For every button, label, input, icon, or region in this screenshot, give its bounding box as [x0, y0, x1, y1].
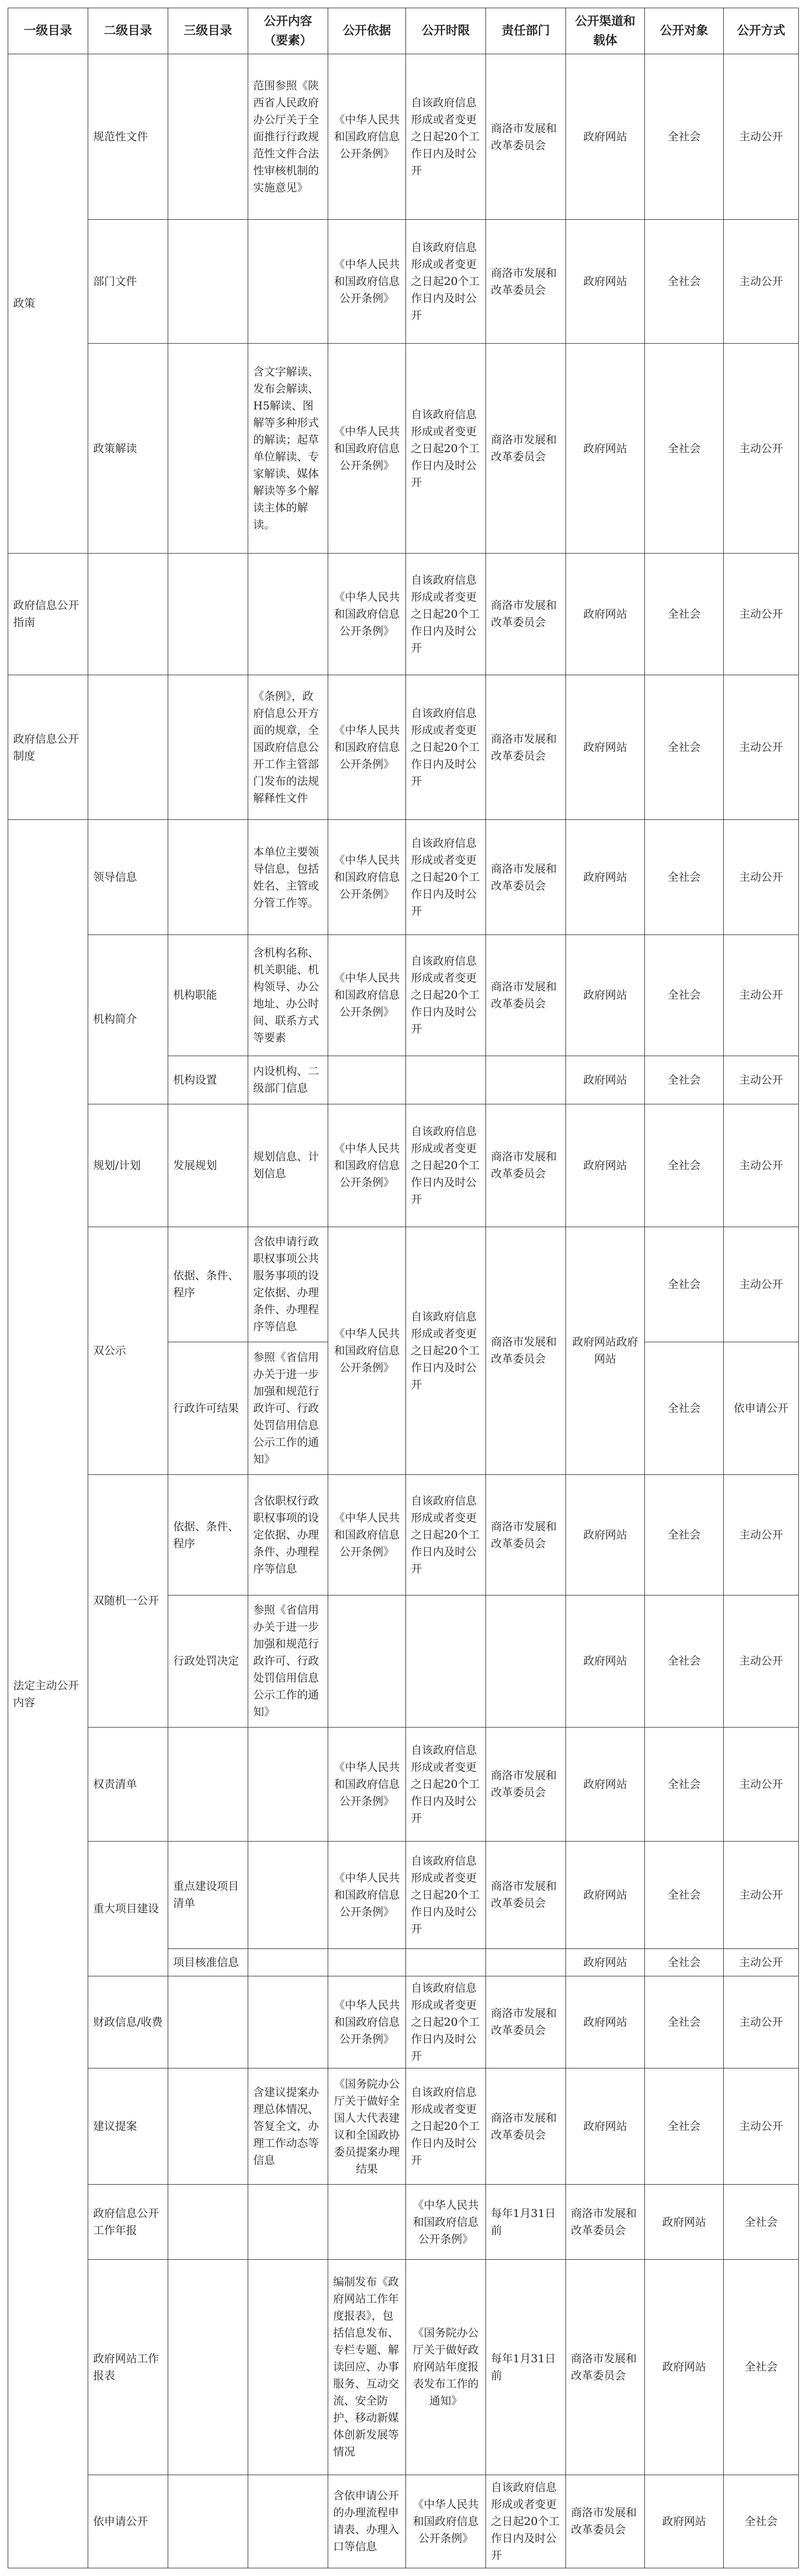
time-limit-cell: 自该政府信息形成或者变更之日起20个工作日内及时公开 — [406, 1475, 486, 1595]
channel-cell: 政府网站 — [566, 553, 645, 675]
table-row — [8, 2185, 799, 2260]
level2-cell: 政策解读 — [88, 344, 168, 553]
audience-cell: 全社会 — [645, 1342, 724, 1474]
level3-cell — [168, 820, 248, 935]
level3-cell: 机构设置 — [168, 1056, 248, 1104]
level3-cell: 依据、条件、程序 — [168, 1227, 248, 1342]
time-limit-cell: 自该政府信息形成或者变更之日起20个工作日内及时公开 — [406, 1104, 486, 1227]
time-limit-cell: 每年1月31日前 — [486, 2185, 566, 2260]
basis-cell: 《中华人民共和国政府信息公开条例》 — [328, 220, 406, 344]
audience-cell: 全社会 — [645, 1104, 724, 1227]
time-limit-cell: 自该政府信息形成或者变更之日起20个工作日内及时公开 — [406, 935, 486, 1056]
level1-cell: 政策 — [8, 54, 88, 554]
content-cell: 含依职权行政职权事项的设定依据、办理条件、办理程序等信息 — [248, 1475, 328, 1595]
method-cell: 主动公开 — [724, 675, 799, 819]
dept-cell: 商洛市发展和改革委员会 — [486, 220, 566, 344]
level3-cell — [168, 675, 248, 819]
basis-cell: 《国务院办公厅关于做好全国人大代表建议和全国政协委员提案办理结果 — [328, 2068, 406, 2185]
level3-cell: 行政许可结果 — [168, 1342, 248, 1474]
level1-cell: 政府信息公开制度 — [8, 675, 88, 819]
channel-cell: 政府网站 — [566, 1104, 645, 1227]
dept-cell: 商洛市发展和改革委员会 — [566, 2475, 645, 2568]
time-limit-cell: 自该政府信息形成或者变更之日起20个工作日内及时公开 — [406, 54, 486, 220]
level3-cell: 发展规划 — [168, 1104, 248, 1227]
level3-cell — [248, 2185, 328, 2260]
time-limit-cell: 自该政府信息形成或者变更之日起20个工作日内及时公开 — [406, 1727, 486, 1841]
time-limit-cell: 自该政府信息形成或者变更之日起20个工作日内及时公开 — [406, 1227, 486, 1474]
basis-cell: 《中华人民共和国政府信息公开条例》 — [328, 675, 406, 819]
audience-cell: 全社会 — [645, 1948, 724, 1976]
level2-cell: 规划/计划 — [88, 1104, 168, 1227]
content-cell — [248, 1948, 328, 1976]
level2-cell — [88, 675, 168, 819]
channel-cell: 政府网站 — [566, 344, 645, 553]
dept-cell — [486, 1948, 566, 1976]
dept-cell: 商洛市发展和改革委员会 — [486, 1841, 566, 1948]
level2-cell: 财政信息/收费 — [88, 1976, 168, 2068]
time-limit-cell — [406, 1595, 486, 1727]
channel-cell: 政府网站 — [566, 54, 645, 220]
content-cell — [248, 220, 328, 344]
method-cell: 主动公开 — [724, 1227, 799, 1342]
channel-cell: 政府网站 — [645, 2260, 724, 2475]
channel-cell: 政府网站 — [566, 935, 645, 1056]
channel-cell: 政府网站 — [566, 1841, 645, 1948]
time-limit-cell: 自该政府信息形成或者变更之日起20个工作日内及时公开 — [406, 2068, 486, 2185]
content-cell: 含文字解读、发布会解读、H5解读、图解等多种形式的解读；起草单位解读、专家解读、媒体解读等多个解读主体的解读。 — [248, 344, 328, 553]
audience-cell: 全社会 — [645, 220, 724, 344]
basis-cell: 《中华人民共和国政府信息公开条例》 — [328, 1727, 406, 1841]
col-header-level3: 三级目录 — [168, 8, 248, 54]
basis-cell: 《中华人民共和国政府信息公开条例》 — [328, 553, 406, 675]
col-header-channel: 公开渠道和载体 — [566, 8, 645, 54]
col-header-method: 公开方式 — [724, 8, 799, 54]
level3-cell — [168, 553, 248, 675]
content-cell: 《条例》，政府信息公开方面的规章，全国政府信息公开工作主管部门发布的法规解释性文件 — [248, 675, 328, 819]
channel-cell: 政府网站 — [566, 1948, 645, 1976]
basis-cell — [328, 1948, 406, 1976]
level3-cell — [168, 344, 248, 553]
level3-cell — [168, 54, 248, 220]
audience-cell: 全社会 — [645, 553, 724, 675]
audience-cell: 全社会 — [645, 1595, 724, 1727]
method-cell: 主动公开 — [724, 344, 799, 553]
level1-cell: 政府信息公开指南 — [8, 553, 88, 675]
method-cell: 主动公开 — [724, 1104, 799, 1227]
content-cell — [248, 553, 328, 675]
level2-cell: 部门文件 — [88, 220, 168, 344]
channel-cell: 政府网站 — [566, 1475, 645, 1595]
level3-cell — [168, 1976, 248, 2068]
disclosure-catalog-table — [8, 8, 799, 2568]
channel-cell: 政府网站 — [566, 820, 645, 935]
table-row — [8, 1727, 799, 1841]
audience-cell: 全社会 — [724, 2260, 799, 2475]
content-cell: 本单位主要领导信息，包括姓名、主管或分管工作等。 — [248, 820, 328, 935]
content-cell: 内设机构、二级部门信息 — [248, 1056, 328, 1104]
col-header-audience: 公开对象 — [645, 8, 724, 54]
level2-cell: 双随机一公开 — [88, 1475, 168, 1727]
dept-cell: 商洛市发展和改革委员会 — [486, 1104, 566, 1227]
method-cell: 主动公开 — [724, 1727, 799, 1841]
table-row — [8, 2475, 799, 2568]
table-row — [8, 1976, 799, 2068]
level3-cell: 依据、条件、程序 — [168, 1475, 248, 1595]
level1-cell: 依申请公开 — [88, 2475, 168, 2568]
basis-cell — [328, 1595, 406, 1727]
content-cell — [248, 1727, 328, 1841]
method-cell: 主动公开 — [724, 935, 799, 1056]
basis-cell: 《中华人民共和国政府信息公开条例》 — [328, 1475, 406, 1595]
channel-cell: 政府网站 — [645, 2185, 724, 2260]
basis-cell: 《中华人民共和国政府信息公开条例》 — [406, 2475, 486, 2568]
level3-cell: 行政处罚决定 — [168, 1595, 248, 1727]
dept-cell: 商洛市发展和改革委员会 — [486, 675, 566, 819]
audience-cell: 全社会 — [645, 1976, 724, 2068]
method-cell: 主动公开 — [724, 1948, 799, 1976]
basis-cell: 《中华人民共和国政府信息公开条例》 — [406, 2185, 486, 2260]
dept-cell: 商洛市发展和改革委员会 — [486, 1727, 566, 1841]
level1-cell: 法定主动公开内容 — [8, 820, 88, 2568]
level3-cell — [168, 220, 248, 344]
dept-cell: 商洛市发展和改革委员会 — [566, 2260, 645, 2475]
table-row — [8, 2068, 799, 2185]
dept-cell: 商洛市发展和改革委员会 — [486, 1976, 566, 2068]
col-header-dept: 责任部门 — [486, 8, 566, 54]
dept-cell: 商洛市发展和改革委员会 — [486, 1227, 566, 1474]
content-cell: 含依申请公开的办理流程申请表、办理入口等信息 — [328, 2475, 406, 2568]
method-cell: 主动公开 — [724, 1841, 799, 1948]
time-limit-cell — [406, 1948, 486, 1976]
content-cell — [328, 2185, 406, 2260]
time-limit-cell: 自该政府信息形成或者变更之日起20个工作日内及时公开 — [406, 344, 486, 553]
time-limit-cell — [406, 1056, 486, 1104]
dept-cell — [486, 1595, 566, 1727]
audience-cell: 全社会 — [645, 1056, 724, 1104]
time-limit-cell: 自该政府信息形成或者变更之日起20个工作日内及时公开 — [406, 220, 486, 344]
audience-cell: 全社会 — [645, 1841, 724, 1948]
dept-cell: 商洛市发展和改革委员会 — [566, 2185, 645, 2260]
time-limit-cell: 自该政府信息形成或者变更之日起20个工作日内及时公开 — [406, 553, 486, 675]
dept-cell: 商洛市发展和改革委员会 — [486, 344, 566, 553]
content-cell — [248, 1976, 328, 2068]
table-row — [8, 935, 799, 1056]
level2-cell: 规范性文件 — [88, 54, 168, 220]
time-limit-cell: 自该政府信息形成或者变更之日起20个工作日内及时公开 — [406, 675, 486, 819]
table-row — [8, 553, 799, 675]
content-cell: 含建议提案办理总体情况、答复全文，办理工作动态等信息 — [248, 2068, 328, 2185]
time-limit-cell: 自该政府信息形成或者变更之日起20个工作日内及时公开 — [406, 1841, 486, 1948]
method-cell: 主动公开 — [724, 820, 799, 935]
basis-cell: 《中华人民共和国政府信息公开条例》 — [328, 344, 406, 553]
method-cell: 依申请公开 — [724, 1342, 799, 1474]
level1-cell: 政府网站工作报表 — [88, 2260, 168, 2475]
basis-cell: 《中华人民共和国政府信息公开条例》 — [328, 1976, 406, 2068]
method-cell: 主动公开 — [724, 54, 799, 220]
content-cell: 参照《省信用办关于进一步加强和规范行政许可、行政处罚信用信息公示工作的通知》 — [248, 1595, 328, 1727]
content-cell: 范围参照《陕西省人民政府办公厅关于全面推行行政规范性文件合法性审核机制的实施意见》 — [248, 54, 328, 220]
col-header-level1: 一级目录 — [8, 8, 88, 54]
level3-cell — [248, 2475, 328, 2568]
channel-cell: 政府网站 — [566, 1056, 645, 1104]
header-row — [8, 8, 799, 54]
content-cell: 规划信息、计划信息 — [248, 1104, 328, 1227]
table-row — [8, 1104, 799, 1227]
content-cell: 含机构名称、机关职能、机构领导、办公地址、办公时间、联系方式等要素 — [248, 935, 328, 1056]
audience-cell: 全社会 — [645, 1475, 724, 1595]
dept-cell: 商洛市发展和改革委员会 — [486, 1475, 566, 1595]
content-cell: 参照《省信用办关于进一步加强和规范行政许可、行政处罚信用信息公示工作的通知》 — [248, 1342, 328, 1474]
content-cell — [248, 1841, 328, 1948]
method-cell: 主动公开 — [724, 220, 799, 344]
channel-cell: 政府网站 — [645, 2475, 724, 2568]
method-cell: 主动公开 — [724, 553, 799, 675]
audience-cell: 全社会 — [645, 344, 724, 553]
table-row — [8, 1841, 799, 1948]
level3-cell: 重点建设项目清单 — [168, 1841, 248, 1948]
channel-cell: 政府网站 — [566, 1727, 645, 1841]
channel-cell: 政府网站 — [566, 220, 645, 344]
table-row — [8, 675, 799, 819]
table-row — [8, 344, 799, 553]
col-header-basis: 公开依据 — [328, 8, 406, 54]
channel-cell: 政府网站 — [566, 2068, 645, 2185]
basis-cell: 《中华人民共和国政府信息公开条例》 — [328, 54, 406, 220]
basis-cell: 《中华人民共和国政府信息公开条例》 — [328, 820, 406, 935]
time-limit-cell: 每年1月31日前 — [486, 2260, 566, 2475]
dept-cell: 商洛市发展和改革委员会 — [486, 54, 566, 220]
method-cell: 主动公开 — [724, 1056, 799, 1104]
basis-cell: 《中华人民共和国政府信息公开条例》 — [328, 1841, 406, 1948]
audience-cell: 全社会 — [645, 54, 724, 220]
audience-cell: 全社会 — [645, 1727, 724, 1841]
channel-cell: 政府网站 — [566, 1595, 645, 1727]
channel-cell: 政府网站 — [566, 675, 645, 819]
dept-cell: 商洛市发展和改革委员会 — [486, 2068, 566, 2185]
dept-cell — [486, 1056, 566, 1104]
channel-cell: 政府网站 — [566, 1976, 645, 2068]
level2-cell: 领导信息 — [88, 820, 168, 935]
content-cell: 含依申请行政职权事项公共服务事项的设定依据、办理条件、办理程序等信息 — [248, 1227, 328, 1342]
dept-cell: 商洛市发展和改革委员会 — [486, 820, 566, 935]
level2-cell: 机构简介 — [88, 935, 168, 1104]
table-row — [8, 54, 799, 220]
level3-cell — [168, 1727, 248, 1841]
audience-cell: 全社会 — [724, 2185, 799, 2260]
basis-cell: 《中华人民共和国政府信息公开条例》 — [328, 1227, 406, 1474]
level2-cell — [168, 2185, 248, 2260]
level2-cell — [168, 2260, 248, 2475]
audience-cell: 全社会 — [724, 2475, 799, 2568]
basis-cell: 《国务院办公厅关于做好政府网站年度报表发布工作的通知》 — [406, 2260, 486, 2475]
level2-cell: 权责清单 — [88, 1727, 168, 1841]
dept-cell: 商洛市发展和改革委员会 — [486, 935, 566, 1056]
table-row — [8, 220, 799, 344]
audience-cell: 全社会 — [645, 935, 724, 1056]
level3-cell: 项目核准信息 — [168, 1948, 248, 1976]
basis-cell: 《中华人民共和国政府信息公开条例》 — [328, 935, 406, 1056]
audience-cell: 全社会 — [645, 675, 724, 819]
audience-cell: 全社会 — [645, 820, 724, 935]
level2-cell: 双公示 — [88, 1227, 168, 1474]
basis-cell — [328, 1056, 406, 1104]
method-cell: 主动公开 — [724, 2068, 799, 2185]
channel-cell: 政府网站政府网站 — [566, 1227, 645, 1474]
time-limit-cell: 自该政府信息形成或者变更之日起20个工作日内及时公开 — [406, 820, 486, 935]
level2-cell: 重大项目建设 — [88, 1841, 168, 1976]
basis-cell: 《中华人民共和国政府信息公开条例》 — [328, 1104, 406, 1227]
table-row — [8, 820, 799, 935]
table-row — [8, 2260, 799, 2475]
level2-cell — [168, 2475, 248, 2568]
level3-cell — [248, 2260, 328, 2475]
col-header-time-limit: 公开时限 — [406, 8, 486, 54]
content-cell: 编制发布《政府网站工作年度报表》，包括信息发布、专栏专题、解读回应、办事服务、互动交流、安全防护、移动新媒体创新发展等情况 — [328, 2260, 406, 2475]
audience-cell: 全社会 — [645, 1227, 724, 1342]
method-cell: 主动公开 — [724, 1595, 799, 1727]
level3-cell — [168, 2068, 248, 2185]
level2-cell: 建议提案 — [88, 2068, 168, 2185]
audience-cell: 全社会 — [645, 2068, 724, 2185]
col-header-level2: 二级目录 — [88, 8, 168, 54]
level3-cell: 机构职能 — [168, 935, 248, 1056]
table-row — [8, 1475, 799, 1595]
level2-cell — [88, 553, 168, 675]
method-cell: 主动公开 — [724, 1976, 799, 2068]
time-limit-cell: 自该政府信息形成或者变更之日起20个工作日内及时公开 — [406, 1976, 486, 2068]
level1-cell: 政府信息公开工作年报 — [88, 2185, 168, 2260]
dept-cell: 商洛市发展和改革委员会 — [486, 553, 566, 675]
method-cell: 主动公开 — [724, 1475, 799, 1595]
time-limit-cell: 自该政府信息形成或者变更之日起20个工作日内及时公开 — [486, 2475, 566, 2568]
table-row — [8, 1227, 799, 1342]
col-header-content: 公开内容（要素） — [248, 8, 328, 54]
